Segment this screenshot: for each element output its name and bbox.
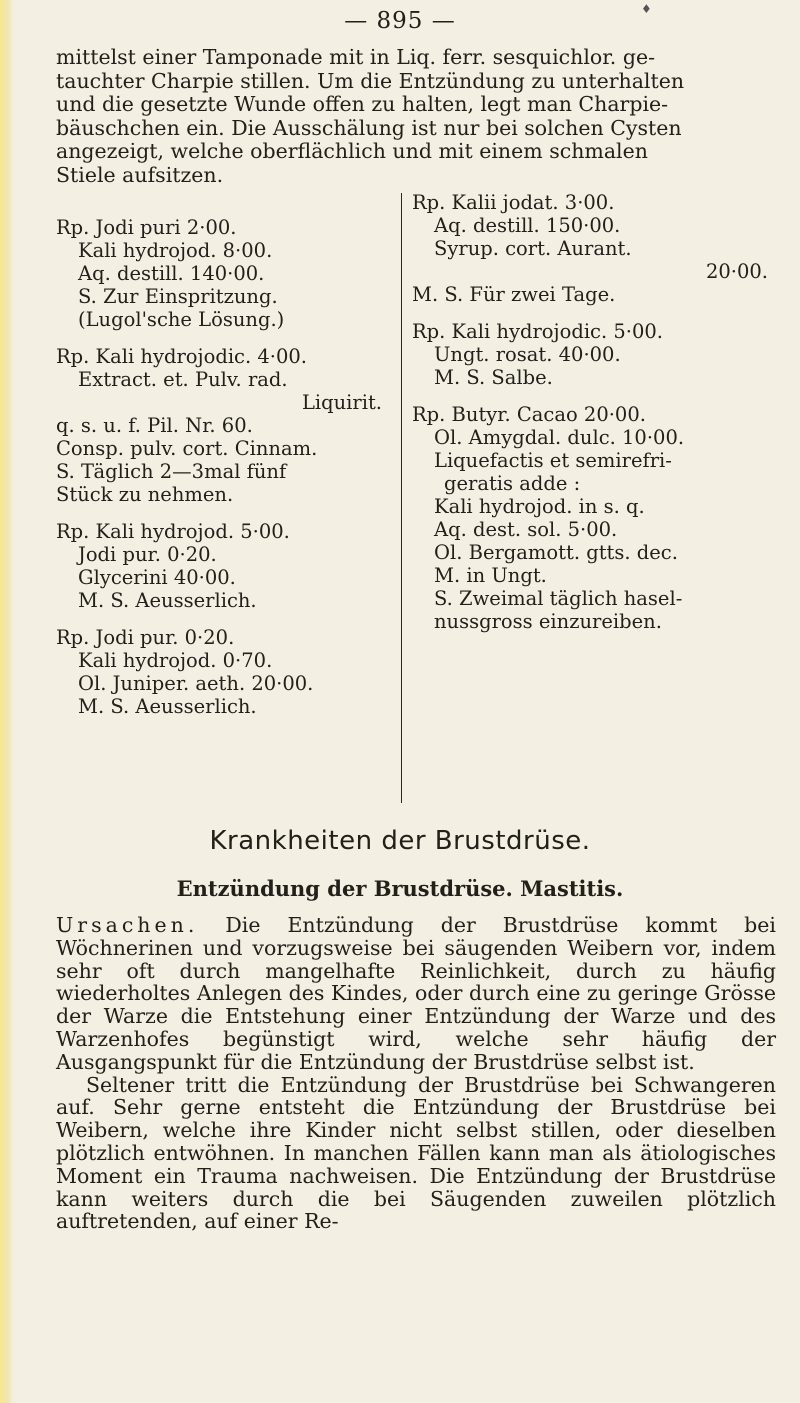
prescriptions-left-column bbox=[56, 216, 396, 732]
prescription-line: M. in Ungt. bbox=[434, 564, 547, 587]
prescription bbox=[412, 320, 782, 389]
prescription-line: M. S. Aeusserlich. bbox=[78, 589, 257, 612]
prescription-line: Rp. Kali hydrojod. 5·00. bbox=[56, 520, 290, 543]
subsection-title: Entzündung der Brustdrüse. Mastitis. bbox=[176, 876, 624, 901]
prescription bbox=[412, 403, 782, 633]
column-divider bbox=[401, 193, 402, 803]
prescription-line: Kali hydrojod. in s. q. bbox=[434, 495, 645, 518]
prescription-line: Ol. Bergamott. gtts. dec. bbox=[434, 541, 678, 564]
prescription-line: M. S. Salbe. bbox=[434, 366, 553, 389]
prescription-line: Rp. Jodi puri 2·00. bbox=[56, 216, 237, 239]
prescription-line: Rp. Butyr. Cacao 20·00. bbox=[412, 403, 646, 426]
prescription-line: Aq. destill. 140·00. bbox=[78, 262, 265, 285]
paragraph-text: Die Entzündung der Brustdrüse kommt bei Wöchnerinen und vorzugsweise bei säugenden Weibern vor, indem sehr oft durch mangelhafte Reinlichkeit, durch zu häufig wiederholtes Anlegen des Kindes, oder durch eine zu geringe Grösse der Warze die Entstehung einer Entzündung der Warze und des Warzenhofes begünstigt wird, welche sehr häufig der Ausgangspunkt für die Entzündung der Brustdrüse selbst ist. bbox=[56, 913, 776, 1074]
intro-line: bäuschchen ein. Die Ausschälung ist nur bei solchen Cysten bbox=[56, 115, 682, 140]
prescription bbox=[56, 520, 396, 612]
prescription-line: S. Täglich 2—3mal fünf bbox=[56, 460, 287, 483]
prescription-line: Rp. Kali hydrojodic. 5·00. bbox=[412, 320, 663, 343]
prescription-line: Liquirit. bbox=[301, 391, 382, 414]
prescription-line: Extract. et. Pulv. rad. bbox=[78, 368, 288, 391]
prescription-line: M. S. Aeusserlich. bbox=[78, 695, 257, 718]
paragraph-second: Seltener tritt die Entzündung der Brustdrüse bei Schwangeren auf. Sehr gerne entsteht die Entzündung der Brustdrüse bei Weibern, welche ihre Kinder nicht selbst stillen, oder dieselben plötzlich entwöhnen. In manchen Fällen kann man als ätiologisches Moment ein Trauma nachweisen. Die Entzündung der Brustdrüse kann weiters durch die bei Säugenden zuweilen plötzlich auftretenden, auf einer Re- bbox=[56, 1072, 776, 1234]
prescription-line: Kali hydrojod. 0·70. bbox=[78, 649, 273, 672]
paragraph-lead: Ursachen. bbox=[56, 913, 199, 937]
section-title: Krankheiten der Brustdrüse. bbox=[209, 826, 591, 856]
prescription-line: Jodi pur. 0·20. bbox=[78, 543, 217, 566]
prescription-line: Aq. dest. sol. 5·00. bbox=[434, 518, 618, 541]
prescription-line: (Lugol'sche Lösung.) bbox=[78, 308, 285, 331]
paragraph-causes bbox=[56, 914, 776, 1074]
prescription-line: Rp. Kalii jodat. 3·00. bbox=[412, 191, 615, 214]
prescription-line: Ol. Juniper. aeth. 20·00. bbox=[78, 672, 314, 695]
intro-line: tauchter Charpie stillen. Um die Entzündung zu unterhalten bbox=[56, 68, 685, 93]
corner-mark: ♦ bbox=[641, 2, 652, 16]
prescription-line: geratis adde : bbox=[444, 472, 581, 495]
intro-paragraph bbox=[56, 46, 776, 188]
prescription bbox=[56, 216, 396, 331]
page-gutter bbox=[0, 0, 14, 1403]
prescription-line: q. s. u. f. Pil. Nr. 60. bbox=[56, 414, 253, 437]
prescription-line: Glycerini 40·00. bbox=[78, 566, 236, 589]
prescription bbox=[56, 345, 396, 506]
prescription-line: M. S. Für zwei Tage. bbox=[412, 283, 616, 306]
prescription-line: Ol. Amygdal. dulc. 10·00. bbox=[434, 426, 685, 449]
prescription-line: Consp. pulv. cort. Cinnam. bbox=[56, 437, 318, 460]
prescription-line: Syrup. cort. Aurant. bbox=[434, 237, 632, 260]
prescription-line: Ungt. rosat. 40·00. bbox=[434, 343, 621, 366]
prescription-line: Rp. Kali hydrojodic. 4·00. bbox=[56, 345, 307, 368]
intro-line: und die gesetzte Wunde offen zu halten, legt man Charpie- bbox=[56, 92, 669, 117]
prescription bbox=[412, 191, 782, 306]
intro-line: mittelst einer Tamponade mit in Liq. ferr. sesquichlor. ge- bbox=[56, 45, 656, 69]
prescription-line: nussgross einzureiben. bbox=[434, 610, 662, 633]
prescription-line: 20·00. bbox=[705, 260, 768, 283]
intro-line-last: Stiele aufsitzen. bbox=[56, 162, 224, 187]
prescription-line: Rp. Jodi pur. 0·20. bbox=[56, 626, 235, 649]
intro-line: angezeigt, welche oberflächlich und mit einem schmalen bbox=[56, 139, 648, 164]
prescriptions-right-column bbox=[412, 191, 782, 647]
prescription-line: S. Zweimal täglich hasel- bbox=[434, 587, 683, 610]
prescription-line: Liquefactis et semirefri- bbox=[434, 449, 672, 472]
body-text bbox=[56, 914, 776, 1233]
prescription-line: Aq. destill. 150·00. bbox=[434, 214, 621, 237]
prescription-line: Stück zu nehmen. bbox=[56, 483, 234, 506]
page-number: — 895 — bbox=[344, 8, 456, 34]
prescription-line: Kali hydrojod. 8·00. bbox=[78, 239, 273, 262]
prescription-line: S. Zur Einspritzung. bbox=[78, 285, 278, 308]
prescription bbox=[56, 626, 396, 718]
